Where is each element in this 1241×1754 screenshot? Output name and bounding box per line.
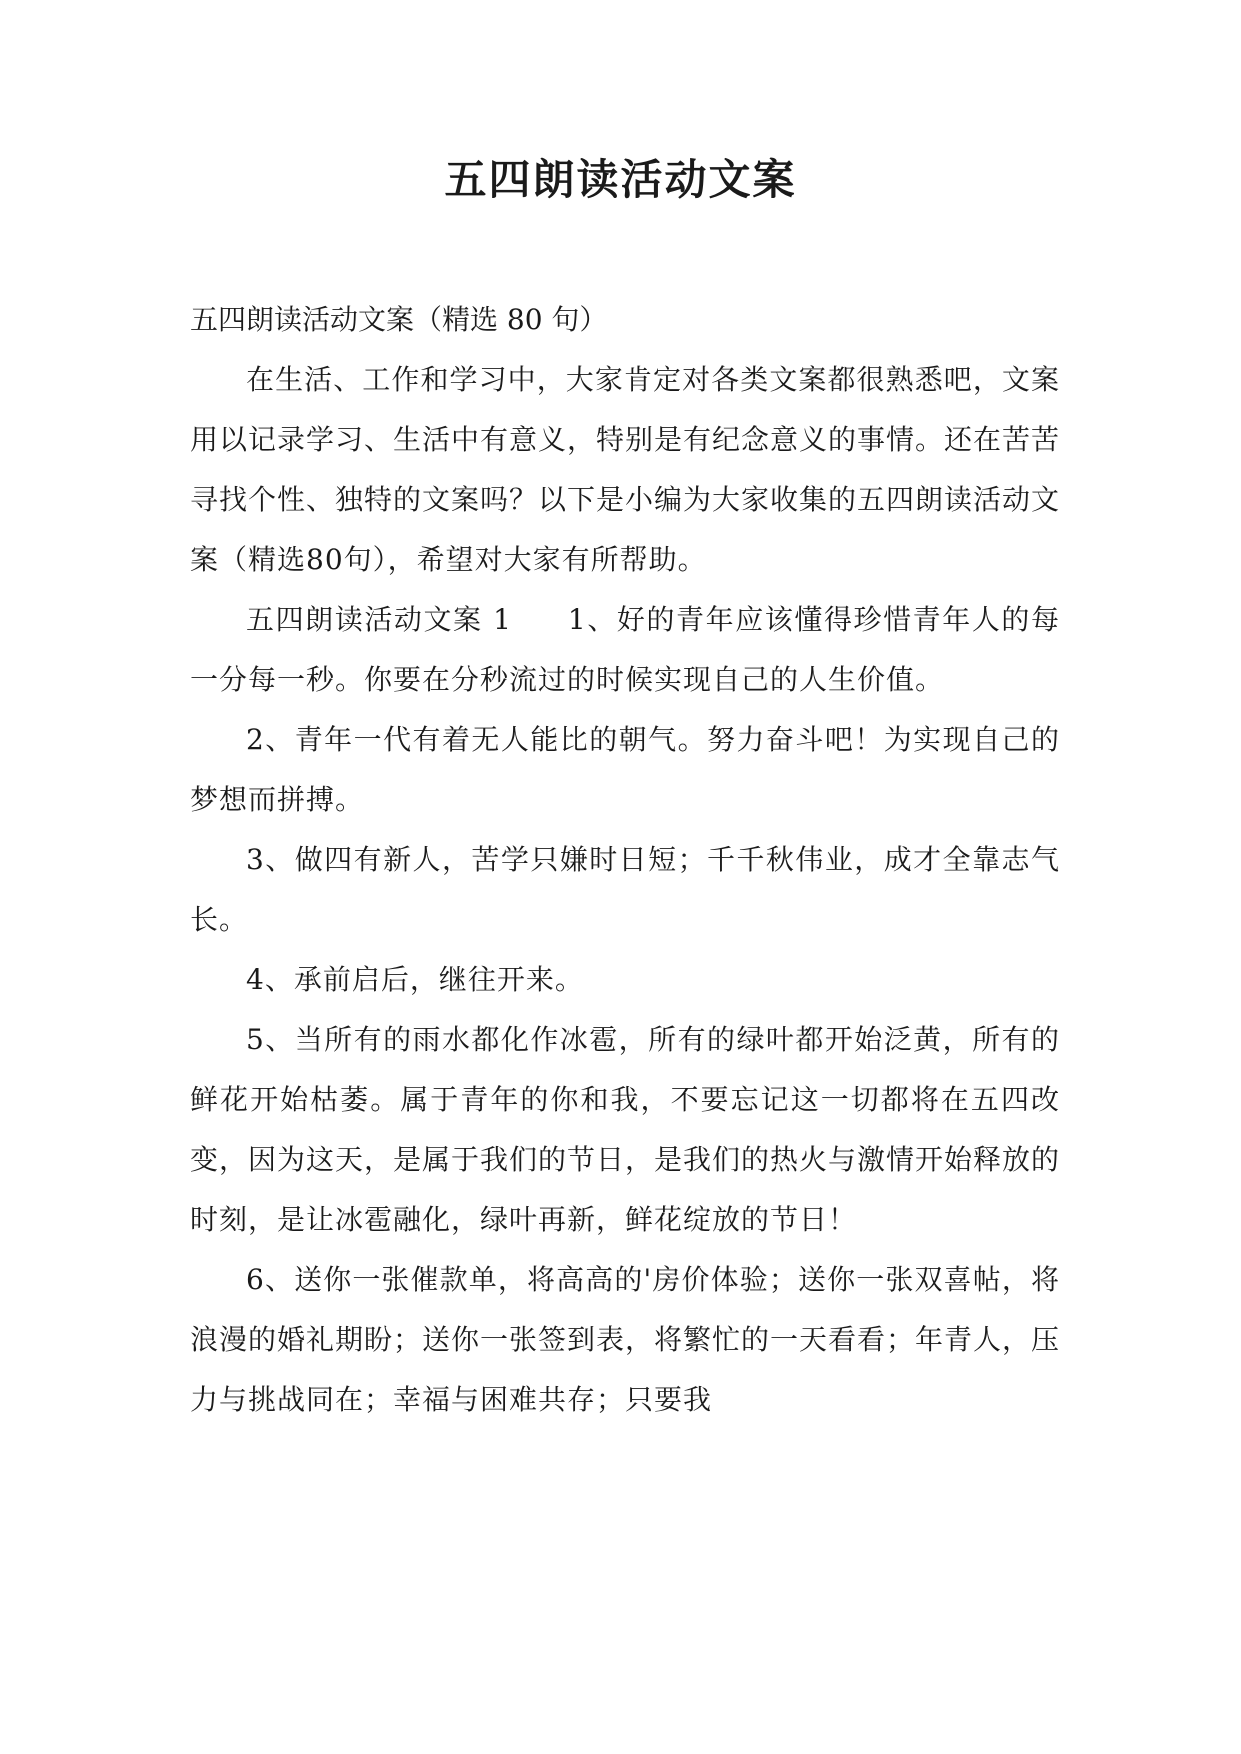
document-body (190, 290, 1060, 1430)
document-title: 五四朗读活动文案 (444, 155, 797, 204)
list-item-3: 3、做四有新人，苦学只嫌时日短；千千秋伟业，成才全靠志气长。 (190, 843, 1060, 936)
list-item-2: 2、青年一代有着无人能比的朝气。努力奋斗吧！为实现自己的梦想而拼搏。 (190, 723, 1060, 816)
document-subtitle: 五四朗读活动文案（精选 80 句） (190, 303, 608, 336)
section-1-paragraph (190, 590, 1060, 710)
list-item-6: 6、送你一张催款单，将高高的'房价体验；送你一张双喜帖，将浪漫的婚礼期盼；送你一张签到表，将繁忙的一天看看；年青人，压力与挑战同在；幸福与困难共存；只要我 (190, 1263, 1061, 1416)
intro-paragraph: 在生活、工作和学习中，大家肯定对各类文案都很熟悉吧，文案用以记录学习、生活中有意义，特别是有纪念意义的事情。还在苦苦寻找个性、独特的文案吗？以下是小编为大家收集的五四朗读活动文案（精选80句），希望对大家有所帮助。 (190, 363, 1061, 576)
list-item-4: 4、承前启后，继往开来。 (246, 963, 584, 996)
list-item-1: 1、好的青年应该懂得珍惜青年人的每一分每一秒。你要在分秒流过的时候实现自己的人生价值。 (190, 603, 1060, 696)
section-heading: 五四朗读活动文案 1 (246, 603, 512, 636)
list-item-5: 5、当所有的雨水都化作冰雹，所有的绿叶都开始泛黄，所有的鲜花开始枯萎。属于青年的你和我，不要忘记这一切都将在五四改变，因为这天，是属于我们的节日，是我们的热火与激情开始释放的时刻，是让冰雹融化，绿叶再新，鲜花绽放的节日！ (190, 1023, 1061, 1236)
